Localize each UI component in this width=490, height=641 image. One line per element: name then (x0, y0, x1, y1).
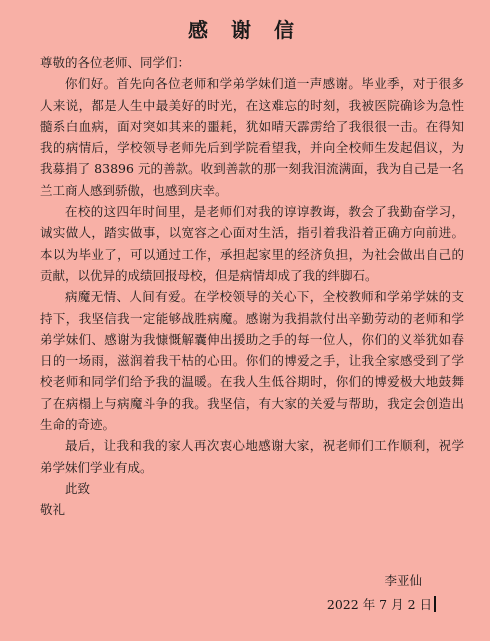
paragraph-1: 你们好。首先向各位老师和学弟学妹们道一声感谢。毕业季，对于很多人来说，都是人生中最美好的时光，在这难忘的时刻，我被医院确诊为急性髓系白血病，面对突如其来的噩耗，犹如晴天霹雳给了我很很一击。在得知我的病情后，学校领导老师先后到学院看望我，并向全校师生发起倡议，为我募捐了 83896 元的善款。收到善款的那一刻我泪流满面，我为自己是一名兰工商人感到骄傲，也感到庆幸。 (40, 76, 464, 198)
date-text: 2022 年 7 月 2 日 (326, 597, 432, 612)
salutation: 尊敬的各位老师、同学们： (40, 55, 191, 70)
closing-jingli: 敬礼 (40, 502, 66, 518)
signature: 李亚仙 (384, 573, 422, 588)
paragraph-2: 在校的这四年时间里，是老师们对我的谆谆教诲，教会了我勤奋学习，诚实做人，踏实做事，以宽容之心面对生活，指引着我沿着正确方向前进。本以为毕业了，可以通过工作，承担起家里的经济负担，为社会做出自己的贡献，以优异的成绩回报母校，但是病情却成了我的绊脚石。 (40, 204, 464, 283)
date-line[interactable] (327, 595, 436, 613)
letter-title: 感 谢 信 (188, 18, 302, 42)
paragraph-3: 病魔无情、人间有爱。在学校领导的关心下，全校教师和学弟学妹的支持下，我坚信我一定能够战胜病魔。感谢为我捐款付出辛勤劳动的老师和学弟学妹们、感谢为我慷慨解囊伸出援助之手的每一位人，你们的义举犹如春日的一场雨，滋润着我干枯的心田。你们的博爱之手，让我全家感受到了学校老师和同学们给予我的温暖。在我人生低谷期时，你们的博爱极大地鼓舞了在病榻上与病魔斗争的我。我坚信，有大家的关爱与帮助，我定会创造出生命的奇迹。 (40, 289, 464, 433)
paragraph-4: 最后，让我和我的家人再次衷心地感谢大家，祝老师们工作顺利，祝学弟学妹们学业有成。 (40, 438, 464, 475)
text-cursor (434, 596, 436, 612)
letter-body (40, 52, 464, 521)
closing-cizhi: 此致 (65, 480, 91, 496)
